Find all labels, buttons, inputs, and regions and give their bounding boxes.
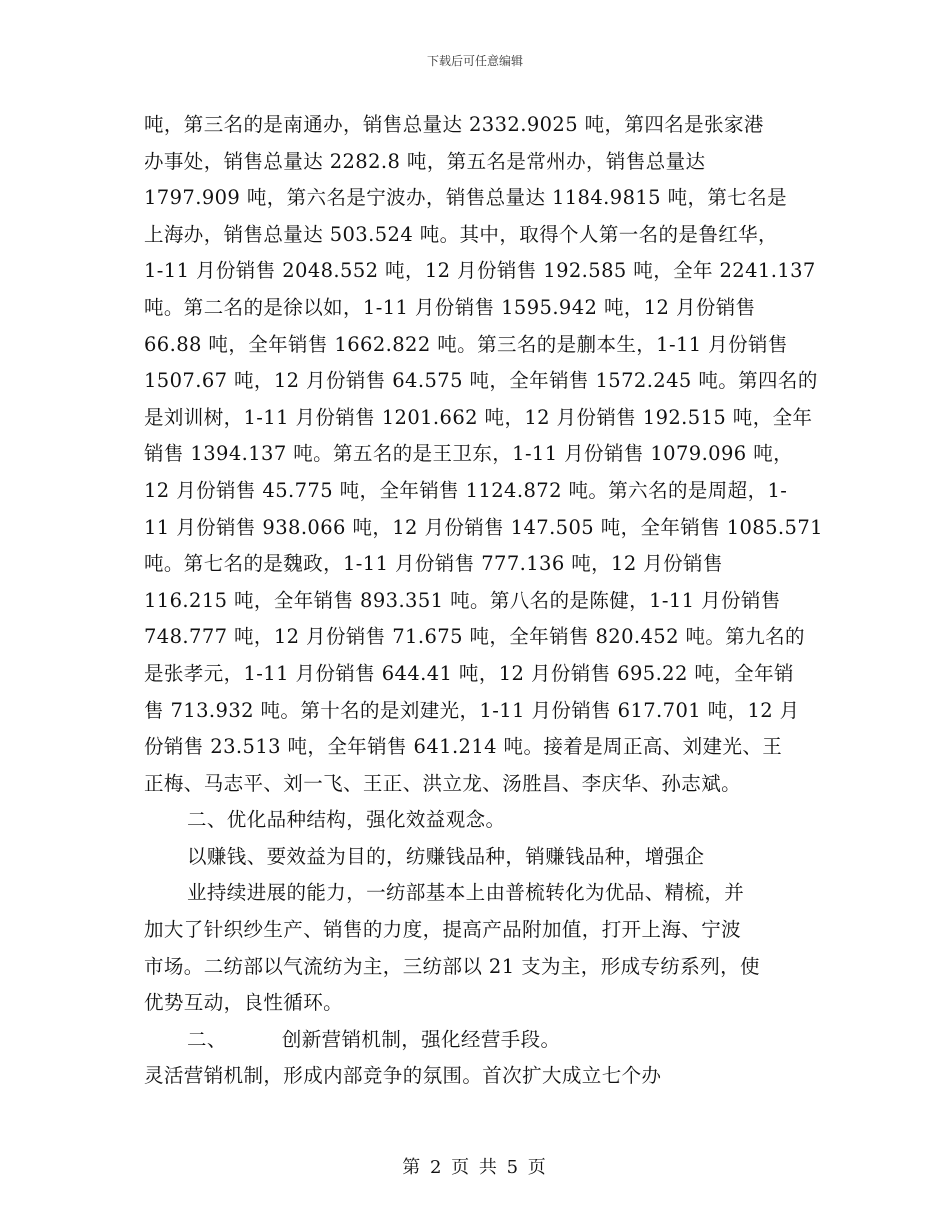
paragraph-line: 116.215 吨，全年销售 893.351 吨。第八名的是陈健，1-11 月份销售 — [144, 588, 781, 612]
page-footer: 第 2 页 共 5 页 — [402, 1157, 548, 1178]
paragraph-line: 11 月份销售 938.066 吨，12 月份销售 147.505 吨，全年销售 1085.571 — [144, 515, 823, 539]
paragraph-line: 1507.67 吨，12 月份销售 64.575 吨，全年销售 1572.245 吨。第四名的 — [144, 369, 818, 393]
paragraph-line: 1-11 月份销售 2048.552 吨，12 月份销售 192.585 吨，全年 2241.137 — [144, 259, 816, 283]
section-3-title: 创新营销机制，强化经营手段。 — [281, 1027, 561, 1051]
page-header: 下载后可任意编辑 — [426, 54, 523, 68]
paragraph-line: 12 月份销售 45.775 吨，全年销售 1124.872 吨。第六名的是周超，1- — [144, 478, 788, 502]
paragraph-line: 1797.909 吨，第六名是宁波办，销售总量达 1184.9815 吨，第七名是 — [144, 186, 787, 210]
paragraph-line: 吨，第三名的是南通办，销售总量达 2332.9025 吨，第四名是张家港 — [144, 113, 764, 136]
paragraph-line: 是张孝元，1-11 月份销售 644.41 吨，12 月份销售 695.22 吨，全年销 — [144, 661, 794, 685]
section-2-line: 业持续进展的能力，一纺部基本上由普梳转化为优品、精梳，并 — [187, 881, 745, 905]
paragraph-line: 是刘训树，1-11 月份销售 1201.662 吨，12 月份销售 192.515 吨，全年 — [144, 405, 813, 429]
paragraph-line: 销售 1394.137 吨。第五名的是王卫东，1-11 月份销售 1079.096 吨， — [144, 442, 793, 466]
section-3-line: 灵活营销机制，形成内部竞争的氛围。首次扩大成立七个办 — [144, 1064, 662, 1088]
section-2-line: 以赚钱、要效益为目的，纺赚钱品种，销赚钱品种，增强企 — [187, 844, 705, 868]
paragraph-line: 份销售 23.513 吨，全年销售 641.214 吨。接着是周正高、刘建光、王 — [144, 735, 783, 759]
section-2-line: 优势互动，良性循环。 — [144, 991, 344, 1015]
section-3-number: 二、 — [187, 1027, 227, 1051]
paragraph-line: 上海办，销售总量达 503.524 吨。其中，取得个人第一名的是鲁红华， — [144, 222, 778, 246]
document-body — [144, 107, 823, 1095]
paragraph-line: 吨。第二名的是徐以如，1-11 月份销售 1595.942 吨，12 月份销售 — [144, 295, 756, 319]
section-2-line: 加大了针织纱生产、销售的力度，提高产品附加值，打开上海、宁波 — [144, 918, 742, 942]
paragraph-line: 售 713.932 吨。第十名的是刘建光，1-11 月份销售 617.701 吨，12 月 — [144, 698, 800, 722]
section-2-line: 市场。二纺部以气流纺为主，三纺部以 21 支为主，形成专纺系列，使 — [144, 954, 760, 978]
paragraph-line: 66.88 吨，全年销售 1662.822 吨。第三名的是蒯本生，1-11 月份销售 — [144, 332, 788, 356]
paragraph-line: 748.777 吨，12 月份销售 71.675 吨，全年销售 820.452 吨。第九名的 — [144, 625, 805, 649]
section-3-heading — [144, 1022, 814, 1059]
paragraph-line: 吨。第七名的是魏政，1-11 月份销售 777.136 吨，12 月份销售 — [144, 552, 723, 576]
section-2-heading: 二、优化品种结构，强化效益观念。 — [187, 808, 506, 832]
paragraph-line: 办事处，销售总量达 2282.8 吨，第五名是常州办，销售总量达 — [144, 149, 706, 173]
paragraph-line: 正梅、马志平、刘一飞、王正、洪立龙、汤胜昌、李庆华、孙志斌。 — [144, 771, 742, 795]
